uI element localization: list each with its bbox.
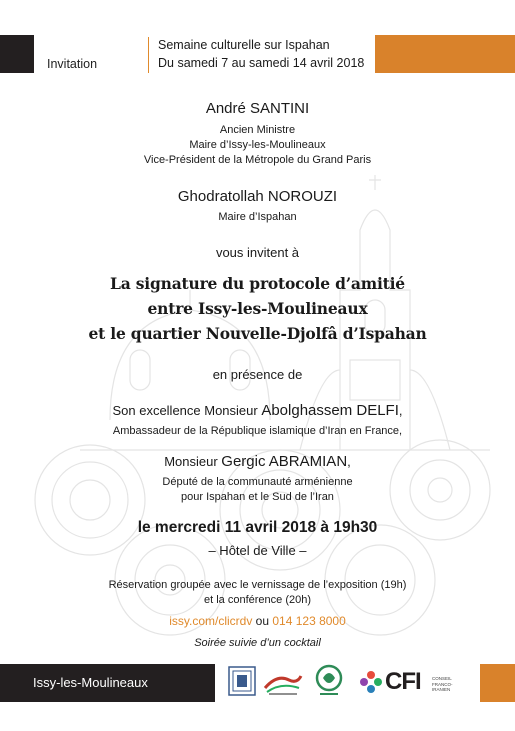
title-line1: La signature du protocole d’amitié [110,274,405,293]
rsvp-link[interactable]: issy.com/clicrdv [169,614,253,628]
title-line2: entre Issy-les-Moulineaux [147,299,368,318]
reservation-line1: Réservation groupée avec le vernissage de l’exposition (19h) [108,579,407,591]
cocktail-note: Soirée suivie d’un cocktail [194,637,321,649]
host1-role1: Ancien Ministre [219,124,296,136]
guest1-suffix: , [398,403,403,418]
cfi-text: CFI [385,668,421,695]
guest2-name: Gergic ABRAMIAN [221,453,348,470]
guest1-prefix: Son excellence Monsieur [112,403,262,418]
title-line3: et le quartier Nouvelle-Djolfâ d’Ispahan [88,324,427,343]
host2-role1: Maire d’Ispahan [218,211,297,223]
guest1-role: Ambassadeur de la République islamique d’Iran en France, [112,425,403,437]
event-venue: – Hôtel de Ville – [208,543,307,558]
footer-orange-block [480,664,515,702]
guest1-line [0,402,515,419]
header-divider [148,37,149,73]
host1-name: André SANTINI [205,100,310,117]
isfahan-municipality-logo [314,664,344,700]
presence-text: en présence de [212,367,303,382]
rsvp-phone[interactable]: 014 123 8000 [272,614,346,628]
invite-text: vous invitent à [215,245,300,260]
cfi-sub2: FRANCO-IRANIEN [432,682,453,692]
guest2-line [0,453,515,470]
guest2-suffix: , [347,454,351,469]
invitation-label: Invitation [47,57,98,71]
contact-line [0,614,515,628]
event-dates: Du samedi 7 au samedi 14 avril 2018 [158,56,365,70]
issy-seal-logo [228,666,256,696]
reservation-line2: et la conférence (20h) [203,594,311,606]
contact-or: ou [252,614,273,628]
event-title: Semaine culturelle sur Ispahan [158,38,330,52]
host1-role3: Vice-Président de la Métropole du Grand Paris [143,154,372,166]
guest2-prefix: Monsieur [164,454,222,469]
event-date: le mercredi 11 avril 2018 à 19h30 [137,519,378,536]
cfi-sub1: CONSEIL [432,676,452,681]
guest2-role1: Député de la communauté arménienne [162,476,353,488]
host1-role2: Maire d’Issy-les-Moulineaux [189,139,326,151]
cfi-knot-icon [358,669,384,695]
footer-city: Issy-les-Moulineaux [33,675,148,690]
guest1-name: Abolghassem DELFI [261,402,399,419]
swoosh-logo [263,670,303,696]
guest2-role2: pour Ispahan et le Sud de l’Iran [181,491,334,503]
header-dark-block [0,35,34,73]
cfi-logo [358,668,463,698]
header-orange-block [375,35,515,73]
host2-name: Ghodratollah NOROUZI [177,188,338,205]
